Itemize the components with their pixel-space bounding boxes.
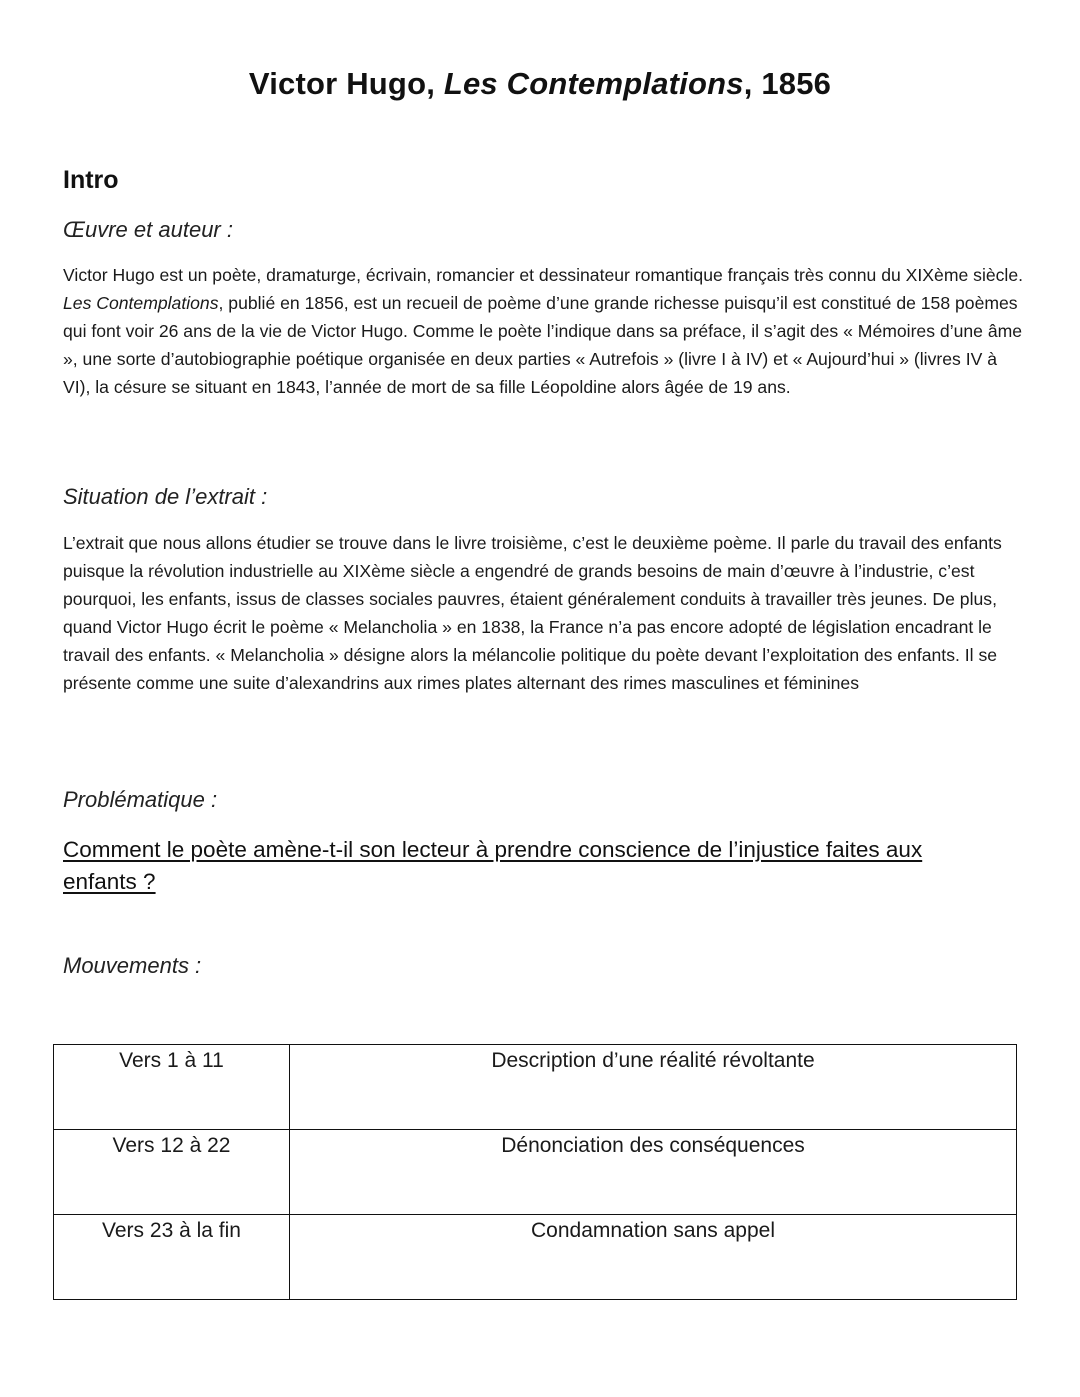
intro-heading: Intro [63, 166, 119, 194]
table-row [54, 1130, 1017, 1215]
oeuvre-text-2: , publié en 1856, est un recueil de poème d’une grande richesse puisqu’il est constitué de 158 poèmes qui font voir 26 ans de la vie de Victor Hugo. Comme le poète l’indique dans sa préface, il s’agit des « Mémoires d’une âme », une sorte d’autobiographie poétique organisée en deux parties « Autrefois » (livre I à IV) et « Aujourd’hui » (livres IV à VI), la césure se situant en 1843, l’année de mort de sa fille Léopoldine alors âgée de 19 ans. [63, 293, 1023, 397]
oeuvre-text-italic: Les Contemplations [63, 293, 219, 313]
verses-cell: Vers 23 à la fin [54, 1215, 290, 1300]
situation-paragraph: L’extrait que nous allons étudier se trouve dans le livre troisième, c’est le deuxième poème. Il parle du travail des enfants puisque la révolution industrielle au XIXème siècle a engendré de grands besoins de main d’œuvre à l’industrie, c’est pourquoi, les enfants, issus de classes sociales pauvres, étaient généralement conduits à travailler très jeunes. De plus, quand Victor Hugo écrit le poème « Melancholia » en 1838, la France n’a pas encore adopté de législation encadrant le travail des enfants. « Melancholia » désigne alors la mélancolie politique du poète devant l’exploitation des enfants. Il se présente comme une suite d’alexandrins aux rimes plates alternant des rimes masculines et féminines [63, 533, 1002, 693]
title-year: , 1856 [743, 66, 832, 101]
table-row [54, 1045, 1017, 1130]
title-author: Victor Hugo, [248, 66, 444, 101]
oeuvre-paragraph [63, 261, 1023, 401]
title-work: Les Contemplations [443, 66, 744, 101]
oeuvre-heading: Œuvre et auteur : [63, 217, 233, 242]
mouvements-heading: Mouvements : [63, 953, 202, 978]
document-title [0, 66, 1080, 102]
verses-cell: Vers 12 à 22 [54, 1130, 290, 1215]
problematique-question: Comment le poète amène-t-il son lecteur à prendre conscience de l’injustice faites aux enfants ? [63, 837, 923, 894]
situation-heading: Situation de l’extrait : [63, 484, 268, 509]
oeuvre-text-1: Victor Hugo est un poète, dramaturge, écrivain, romancier et dessinateur romantique français très connu du XIXème siècle. [63, 265, 1024, 285]
table-row [54, 1215, 1017, 1300]
description-cell: Condamnation sans appel [290, 1215, 1017, 1300]
description-cell: Dénonciation des conséquences [290, 1130, 1017, 1215]
problematique-heading: Problématique : [63, 787, 218, 812]
verses-cell: Vers 1 à 11 [54, 1045, 290, 1130]
description-cell: Description d’une réalité révoltante [290, 1045, 1017, 1130]
mouvements-table [53, 1044, 1017, 1300]
